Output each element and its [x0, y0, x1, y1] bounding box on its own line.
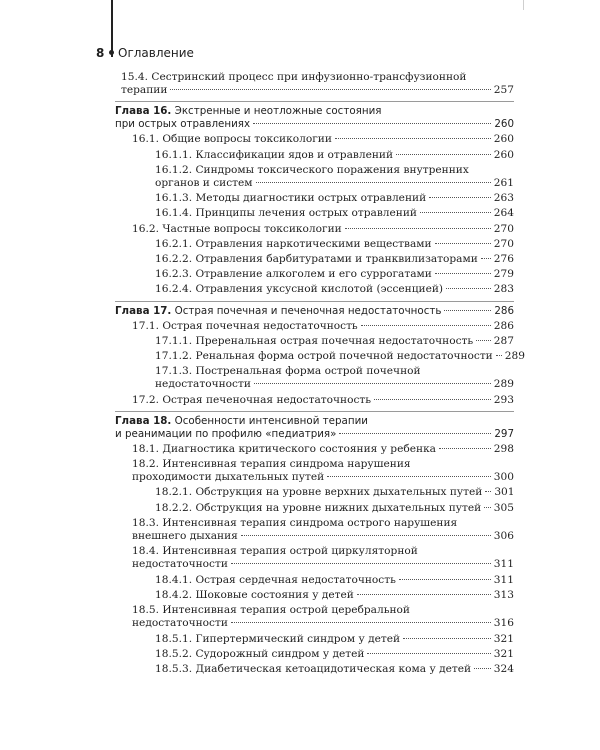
toc-entry[interactable]: [115, 574, 514, 587]
entry-line-text: [155, 663, 471, 676]
dot-leader: [496, 355, 502, 356]
toc-entry[interactable]: [115, 283, 514, 296]
entry-line: [115, 105, 514, 118]
entry-line-text: [115, 118, 250, 131]
entry-title: Постренальная форма острой почечной: [195, 365, 421, 378]
entry-line-text: [121, 84, 167, 97]
page-ref: 293: [493, 393, 514, 406]
chapter-divider: [115, 301, 514, 302]
page-ref: 316: [493, 617, 514, 630]
section-number: 17.1.3.: [155, 365, 193, 378]
entry-line: [132, 604, 514, 617]
section-number: 16.2.3.: [155, 268, 193, 281]
toc-entry[interactable]: [115, 502, 514, 515]
chapter-label: Глава 16.: [115, 105, 172, 118]
entry-line: [115, 118, 514, 131]
entry-line: [132, 320, 514, 333]
table-of-contents: [115, 71, 525, 676]
toc-entry[interactable]: [115, 394, 514, 407]
page-ref: 261: [493, 177, 514, 190]
entry-line: [155, 177, 514, 190]
page-ref: 305: [493, 501, 514, 514]
entry-line: [155, 378, 514, 391]
dot-leader: [435, 243, 491, 244]
entry-title: Ренальная форма острой почечной недостаточности: [195, 350, 493, 363]
entry-line-text: [115, 428, 336, 441]
entry-title: Отравления барбитуратами и транквилизаторами: [195, 253, 478, 266]
page-ref: 311: [493, 558, 514, 571]
entry-line-text: [132, 320, 358, 333]
dot-leader: [335, 138, 491, 139]
entry-title: Обструкция на уровне нижних дыхательных путей: [195, 501, 482, 514]
section-number: 16.2.1.: [155, 237, 193, 250]
entry-line-text: [155, 574, 396, 587]
entry-line-text: [155, 268, 432, 281]
entry-title: Обструкция на уровне верхних дыхательных путей: [195, 486, 483, 499]
dot-leader: [396, 154, 491, 155]
entry-line: [132, 443, 514, 456]
section-number: 16.1.3.: [155, 192, 193, 205]
entry-title: Методы диагностики острых отравлений: [195, 192, 427, 205]
page-ref: 260: [494, 118, 514, 131]
page-ref: 286: [493, 319, 514, 332]
dot-leader: [399, 579, 491, 580]
entry-title: Особенности интенсивной терапии: [174, 414, 368, 427]
page-ref: 306: [493, 530, 514, 543]
page-ref: 270: [493, 237, 514, 250]
entry-line-text: [155, 633, 400, 646]
page-ref: 289: [504, 350, 525, 363]
entry-title: Шоковые состояния у детей: [195, 588, 354, 601]
entry-title: Частные вопросы токсикологии: [162, 222, 342, 235]
entry-line: [115, 415, 514, 428]
toc-entry[interactable]: [115, 207, 514, 220]
entry-line: [132, 617, 514, 630]
entry-title: проходимости дыхательных путей: [132, 471, 325, 484]
entry-title: Интенсивная терапия острой церебральной: [162, 604, 410, 617]
toc-entry[interactable]: [115, 458, 514, 484]
page-ref: 276: [493, 253, 514, 266]
entry-line-text: [132, 223, 342, 236]
entry-line: [121, 71, 514, 84]
dot-leader: [241, 535, 491, 536]
entry-line: [132, 223, 514, 236]
dot-leader: [231, 563, 491, 564]
entry-title: Интенсивная терапия синдрома нарушения: [162, 458, 411, 471]
entry-line-text: [155, 648, 364, 661]
toc-entry[interactable]: [115, 604, 514, 630]
page-ref: 260: [493, 148, 514, 161]
entry-line: [121, 84, 514, 97]
entry-line: [155, 253, 514, 266]
entry-line-text: [155, 589, 354, 602]
entry-line: [115, 305, 514, 318]
entry-line: [155, 238, 514, 251]
entry-line-text: [132, 558, 228, 571]
entry-line: [132, 517, 514, 530]
bullet-dot-icon: [109, 50, 114, 55]
page-ref: 297: [494, 427, 514, 440]
page-ref: 286: [494, 304, 514, 317]
dot-leader: [170, 89, 490, 90]
section-number: 18.3.: [132, 516, 159, 529]
toc-entry[interactable]: [115, 648, 514, 661]
entry-line: [132, 394, 514, 407]
chapter-label: Глава 17.: [115, 304, 172, 317]
section-number: 17.1.1.: [155, 334, 193, 347]
toc-entry[interactable]: [115, 133, 514, 146]
section-number: 16.1.: [132, 133, 159, 146]
section-number: 16.1.4.: [155, 207, 193, 220]
toc-entry[interactable]: [115, 589, 514, 602]
entry-line: [155, 207, 514, 220]
entry-line: [155, 574, 514, 587]
section-number: 18.4.1.: [155, 573, 193, 586]
toc-entry[interactable]: [115, 268, 514, 281]
entry-title: недостаточности: [132, 617, 228, 630]
page-ref: 321: [493, 647, 514, 660]
section-number: 16.1.2.: [155, 163, 193, 176]
chapter-label: Глава 18.: [115, 414, 172, 427]
entry-title: и реанимации по профилю «педиатрия»: [115, 427, 337, 440]
entry-title: Интенсивная терапия синдрома острого нарушения: [162, 516, 458, 529]
section-number: 15.4.: [121, 71, 148, 83]
entry-title: Принципы лечения острых отравлений: [195, 207, 417, 220]
section-number: 18.2.2.: [155, 501, 193, 514]
dot-leader: [420, 212, 491, 213]
toc-entry[interactable]: [115, 350, 525, 363]
entry-line: [155, 283, 514, 296]
entry-title: терапии: [121, 84, 168, 97]
dot-leader: [256, 182, 491, 183]
entry-line: [155, 335, 514, 348]
dot-leader: [253, 123, 491, 124]
dot-leader: [429, 197, 491, 198]
entry-line: [155, 350, 525, 363]
section-number: 17.1.: [132, 319, 159, 332]
toc-entry[interactable]: [115, 71, 514, 97]
entry-line: [155, 149, 514, 162]
toc-entry[interactable]: [115, 365, 514, 391]
page-ref: 300: [493, 471, 514, 484]
section-number: 18.2.: [132, 458, 159, 471]
entry-line-text: [132, 617, 228, 630]
dot-leader: [476, 340, 491, 341]
chapter-entry[interactable]: [115, 415, 514, 441]
entry-line: [155, 663, 514, 676]
entry-line-text: [155, 192, 426, 205]
dot-leader: [367, 653, 490, 654]
dot-leader: [485, 491, 491, 492]
entry-line-text: [132, 133, 332, 146]
section-number: 16.1.1.: [155, 148, 193, 161]
entry-title: Острая сердечная недостаточность: [195, 573, 396, 586]
entry-line: [132, 530, 514, 543]
dot-leader: [361, 325, 491, 326]
entry-line: [155, 268, 514, 281]
chapter-entry[interactable]: [115, 105, 514, 131]
section-number: 17.2.: [132, 393, 159, 406]
entry-line: [155, 365, 514, 378]
section-number: 17.1.2.: [155, 350, 193, 363]
entry-title: Диабетическая кетоацидотическая кома у детей: [195, 662, 472, 675]
entry-line-text: [155, 283, 443, 296]
dot-leader: [374, 399, 491, 400]
page-ref: 283: [493, 283, 514, 296]
entry-line-text: [132, 443, 436, 456]
entry-line-text: [155, 149, 393, 162]
entry-line: [155, 192, 514, 205]
toc-entry[interactable]: [115, 486, 514, 499]
page-ref: 263: [493, 192, 514, 205]
toc-entry[interactable]: [115, 238, 514, 251]
section-number: 16.2.2.: [155, 253, 193, 266]
entry-line: [155, 502, 514, 515]
dot-leader: [435, 273, 491, 274]
section-number: 18.1.: [132, 442, 159, 455]
entry-line-text: [155, 350, 493, 363]
entry-title: Диагностика критического состояния у ребенка: [162, 442, 437, 455]
entry-line-text: [132, 530, 238, 543]
entry-line: [115, 428, 514, 441]
page-ref: 321: [493, 632, 514, 645]
dot-leader: [254, 383, 491, 384]
toc-entry[interactable]: [115, 149, 514, 162]
entry-line: [155, 648, 514, 661]
entry-line-text: [115, 305, 441, 318]
entry-line-text: [132, 394, 371, 407]
dot-leader: [439, 448, 491, 449]
page-ref: 257: [493, 84, 514, 97]
entry-line: [155, 633, 514, 646]
entry-title: Классификации ядов и отравлений: [195, 148, 394, 161]
toc-entry[interactable]: [115, 320, 514, 333]
entry-line-text: [155, 486, 482, 499]
entry-line: [155, 486, 514, 499]
page-ref: 260: [493, 133, 514, 146]
entry-title: органов и систем: [155, 177, 253, 190]
chapter-divider: [115, 101, 514, 102]
page-ref: 287: [493, 334, 514, 347]
toc-entry[interactable]: [115, 443, 514, 456]
entry-line: [132, 471, 514, 484]
toc-entry[interactable]: [115, 517, 514, 543]
dot-leader: [357, 594, 491, 595]
section-number: 18.2.1.: [155, 486, 193, 499]
entry-line-text: [155, 502, 481, 515]
entry-title: Судорожный синдром у детей: [195, 647, 365, 660]
dot-leader: [474, 668, 491, 669]
toc-entry[interactable]: [115, 663, 514, 676]
entry-title: Отравления уксусной кислотой (эссенцией): [195, 283, 444, 296]
entry-title: Отравления наркотическими веществами: [195, 237, 432, 250]
entry-title: недостаточности: [155, 378, 251, 391]
entry-line: [132, 458, 514, 471]
section-number: 18.5.3.: [155, 662, 193, 675]
page-ref: 311: [493, 573, 514, 586]
entry-title: Гипертермический синдром у детей: [195, 632, 401, 645]
entry-line-text: [155, 335, 473, 348]
crop-mark: [523, 0, 524, 10]
entry-title: Острая печеночная недостаточность: [162, 393, 372, 406]
entry-title: Преренальная острая почечная недостаточность: [195, 334, 474, 347]
dot-leader: [403, 638, 491, 639]
dot-leader: [231, 622, 491, 623]
margin-rule: [111, 0, 113, 57]
entry-line-text: [155, 378, 251, 391]
chapter-divider: [115, 411, 514, 412]
toc-entry[interactable]: [115, 192, 514, 205]
page-ref: 313: [493, 588, 514, 601]
dot-leader: [444, 310, 491, 311]
dot-leader: [345, 228, 491, 229]
entry-line-text: [155, 177, 253, 190]
entry-line-text: [132, 471, 324, 484]
entry-line-text: [155, 207, 417, 220]
page-ref: 289: [493, 378, 514, 391]
entry-line: [132, 558, 514, 571]
toc-entry[interactable]: [115, 164, 514, 190]
entry-line: [155, 164, 514, 177]
section-number: 16.2.4.: [155, 283, 193, 296]
page-ref: 264: [493, 207, 514, 220]
entry-title: при острых отравлениях: [115, 118, 251, 131]
toc-entry[interactable]: [115, 223, 514, 236]
page-ref: 270: [493, 222, 514, 235]
page-number: 8: [96, 46, 105, 60]
section-number: 16.2.: [132, 222, 159, 235]
dot-leader: [484, 507, 491, 508]
dot-leader: [327, 476, 491, 477]
dot-leader: [446, 288, 491, 289]
entry-line-text: [155, 238, 432, 251]
entry-title: недостаточности: [132, 558, 228, 571]
entry-line: [132, 133, 514, 146]
entry-title: Сестринский процесс при инфузионно-трансфузионной: [151, 71, 467, 83]
entry-title: внешнего дыхания: [132, 530, 238, 543]
toc-entry[interactable]: [115, 545, 514, 571]
section-number: 18.5.: [132, 604, 159, 617]
toc-entry[interactable]: [115, 253, 514, 266]
entry-title: Острая почечная и печеночная недостаточность: [174, 304, 442, 317]
page-ref: 324: [493, 662, 514, 675]
entry-line: [132, 545, 514, 558]
dot-leader: [339, 433, 491, 434]
entry-line-text: [155, 253, 478, 266]
section-number: 18.5.2.: [155, 647, 193, 660]
entry-title: Острая почечная недостаточность: [162, 319, 358, 332]
entry-title: Интенсивная терапия острой циркуляторной: [162, 545, 418, 558]
dot-leader: [481, 258, 491, 259]
running-header-title: Оглавление: [118, 46, 194, 60]
entry-title: Общие вопросы токсикологии: [162, 133, 332, 146]
section-number: 18.4.2.: [155, 588, 193, 601]
page-ref: 301: [494, 486, 515, 499]
toc-entry[interactable]: [115, 633, 514, 646]
chapter-entry[interactable]: [115, 305, 514, 318]
section-number: 18.4.: [132, 545, 159, 558]
toc-entry[interactable]: [115, 335, 514, 348]
page-ref: 279: [493, 268, 514, 281]
entry-line: [155, 589, 514, 602]
entry-title: Экстренные и неотложные состояния: [174, 105, 382, 118]
section-number: 18.5.1.: [155, 632, 193, 645]
entry-title: Отравление алкоголем и его суррогатами: [195, 268, 432, 281]
page-ref: 298: [493, 442, 514, 455]
entry-title: Синдромы токсического поражения внутренних: [195, 163, 469, 176]
